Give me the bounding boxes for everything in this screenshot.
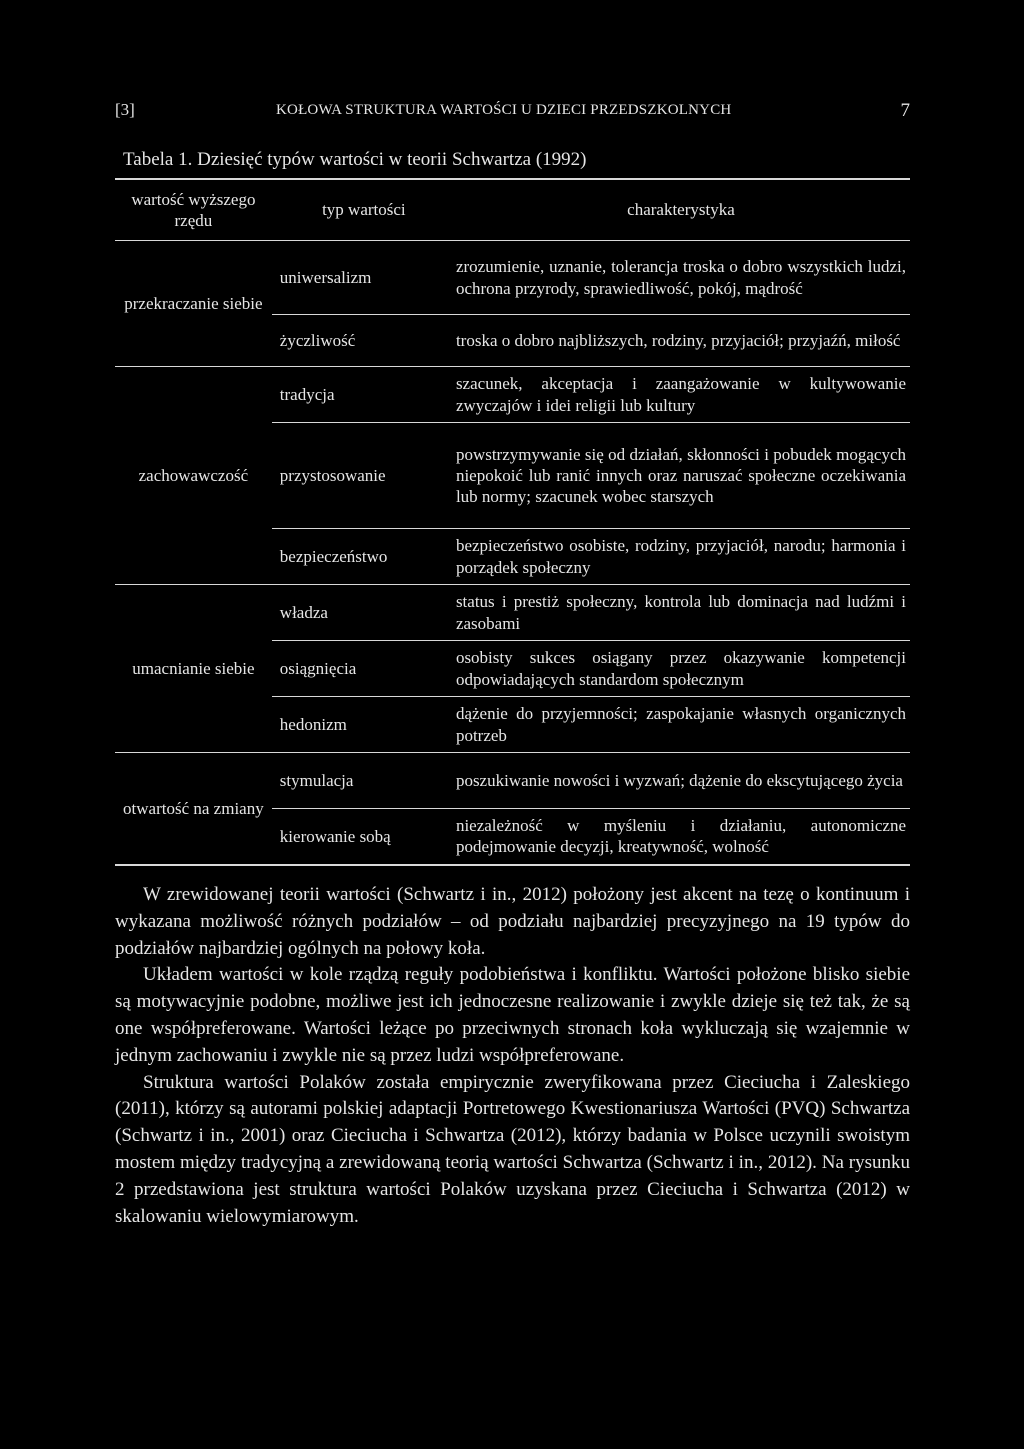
description-cell: zrozumienie, uznanie, tolerancja troska o dobro wszystkich ludzi, ochrona przyrody, sprawiedliwość, pokój, mądrość: [452, 241, 910, 315]
values-table: [115, 178, 910, 866]
table-row: [115, 241, 910, 315]
page-number: 7: [900, 100, 910, 121]
value-type-cell: życzliwość: [272, 315, 452, 367]
description-cell: dążenie do przyjemności; zaspokajanie własnych organicznych potrzeb: [452, 697, 910, 753]
description-cell: szacunek, akceptacja i zaangażowanie w kultywowanie zwyczajów i idei religii lub kultury: [452, 367, 910, 423]
group-cell: umacnianie siebie: [115, 585, 272, 753]
value-type-cell: kierowanie sobą: [272, 809, 452, 865]
table-header-row: [115, 179, 910, 241]
running-title: KOŁOWA STRUKTURA WARTOŚCI U DZIECI PRZEDSZKOLNYCH: [276, 102, 732, 118]
description-cell: status i prestiż społeczny, kontrola lub dominacja nad ludźmi i zasobami: [452, 585, 910, 641]
value-type-cell: hedonizm: [272, 697, 452, 753]
header-higher-order: wartość wyższego rzędu: [115, 179, 272, 241]
group-cell: zachowawczość: [115, 367, 272, 585]
header-value-type: typ wartości: [272, 179, 452, 241]
header-description: charakterystyka: [452, 179, 910, 241]
body-text: [115, 882, 910, 1230]
group-cell: otwartość na zmiany: [115, 753, 272, 865]
paragraph: Struktura wartości Polaków została empirycznie zweryfikowana przez Cieciucha i Zaleskiego (2011), którzy są autorami polskiej adaptacji Portretowego Kwestionariusza Wartości (PVQ) Schwartza (Schwartz i in., 2001) oraz Cieciucha i Schwartza (2012), którzy badania w Polsce uczynili swoistym mostem między tradycyjną a zrewidowaną teorią wartości Schwartza (Schwartz i in., 2012). Na rysunku 2 przedstawiona jest struktura wartości Polaków uzyskana przez Cieciucha i Schwartza (2012) w skalowaniu wielowymiarowym.: [115, 1071, 910, 1227]
description-cell: osobisty sukces osiągany przez okazywanie kompetencji odpowiadających standardom społecznym: [452, 641, 910, 697]
description-cell: troska o dobro najbliższych, rodziny, przyjaciół; przyjaźń, miłość: [452, 315, 910, 367]
description-cell: poszukiwanie nowości i wyzwań; dążenie do ekscytującego życia: [452, 753, 910, 809]
description-cell: niezależność w myśleniu i działaniu, autonomiczne podejmowanie decyzji, kreatywność, wolność: [452, 809, 910, 865]
description-cell: bezpieczeństwo osobiste, rodziny, przyjaciół, narodu; harmonia i porządek społeczny: [452, 529, 910, 585]
description-cell: powstrzymywanie się od działań, skłonności i pobudek mogących niepokoić lub ranić innych oraz naruszać społeczne oczekiwania lub normy; szacunek wobec starszych: [452, 423, 910, 529]
value-type-cell: tradycja: [272, 367, 452, 423]
value-type-cell: przystosowanie: [272, 423, 452, 529]
table-caption: Tabela 1. Dziesięć typów wartości w teorii Schwartza (1992): [123, 149, 587, 170]
table-row: [115, 367, 910, 423]
section-number: [3]: [115, 100, 135, 119]
group-cell: przekraczanie siebie: [115, 241, 272, 367]
value-type-cell: osiągnięcia: [272, 641, 452, 697]
value-type-cell: władza: [272, 585, 452, 641]
paragraph: Układem wartości w kole rządzą reguły podobieństwa i konfliktu. Wartości położone blisko siebie są motywacyjnie podobne, możliwe jest ich jednoczesne realizowanie i zwykle dzieje się też tak, że są one współpreferowane. Wartości leżące po przeciwnych stronach koła wykluczają się wzajemnie w jednym zachowaniu i zwykle nie są przez ludzi współpreferowane.: [115, 964, 910, 1066]
paragraph: W zrewidowanej teorii wartości (Schwartz i in., 2012) położony jest akcent na tezę o kontinuum i wykazana możliwość różnych podziałów – od podziału najbardziej precyzyjnego na 19 typów do podziałów najbardziej ogólnych na połowy koła.: [115, 884, 910, 959]
running-header: [115, 100, 910, 128]
table-row: [115, 585, 910, 641]
value-type-cell: stymulacja: [272, 753, 452, 809]
table-row: [115, 753, 910, 809]
value-type-cell: uniwersalizm: [272, 241, 452, 315]
value-type-cell: bezpieczeństwo: [272, 529, 452, 585]
